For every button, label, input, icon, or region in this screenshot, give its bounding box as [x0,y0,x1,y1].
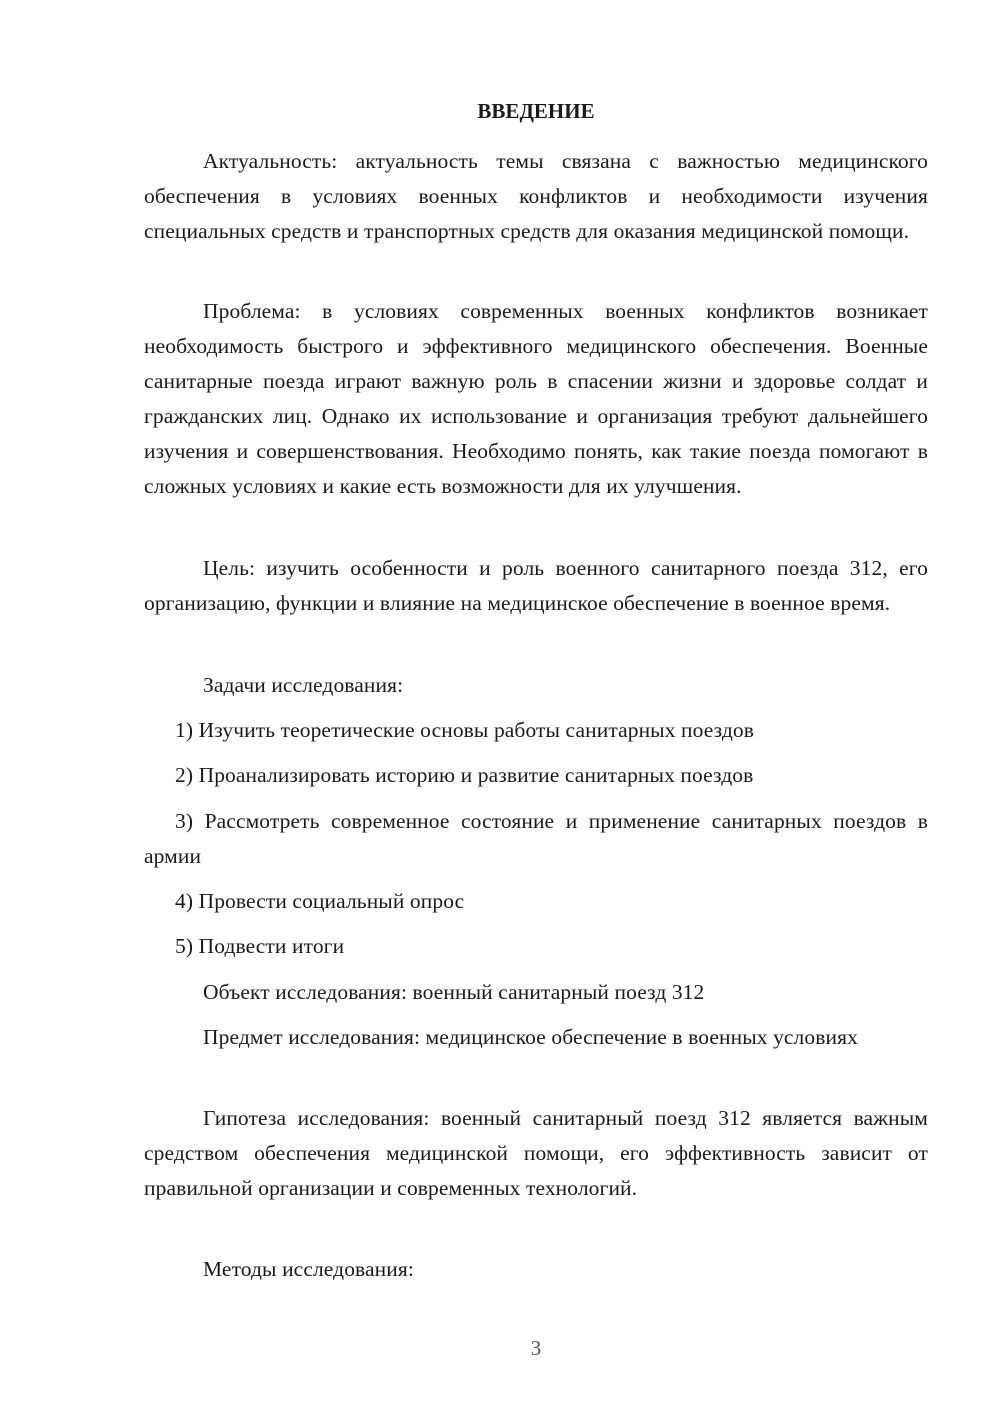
paragraph-problem: Проблема: в условиях современных военных конфликтов возникает необходимость быстрого и эффективного медицинского обеспечения. Военные санитарные поезда играют важную роль в спасении жизни и здоровье солдат и гражданских лиц. Однако их использование и организация требуют дальнейшего изучения и совершенствования. Необходимо понять, как такие поезда помогают в сложных условиях и какие есть возможности для их улучшения. [144,299,928,498]
paragraph-tasks-title: Задачи исследования: [203,673,404,697]
paragraph-subject: Предмет исследования: медицинское обеспечение в военных условиях [203,1025,858,1049]
list-item-task-3: 3) Рассмотреть современное состояние и применение санитарных поездов в армии [144,809,928,868]
list-item-task-1: 1) Изучить теоретические основы работы санитарных поездов [175,718,755,742]
paragraph-goal: Цель: изучить особенности и роль военного санитарного поезда 312, его организацию, функции и влияние на медицинское обеспечение в военное время. [144,556,928,615]
page-number: 3 [530,1336,542,1360]
paragraph-hypothesis: Гипотеза исследования: военный санитарный поезд 312 является важным средством обеспечения медицинской помощи, его эффективность зависит от правильной организации и современных технологий. [144,1106,928,1200]
list-item-task-5: 5) Подвести итоги [175,934,345,958]
list-item-task-2: 2) Проанализировать историю и развитие санитарных поездов [175,763,754,787]
paragraph-relevance: Актуальность: актуальность темы связана с важностью медицинского обеспечения в условиях военных конфликтов и необходимости изучения специальных средств и транспортных средств для оказания медицинской помощи. [144,149,928,243]
section-heading: ВВЕДЕНИЕ [477,99,595,123]
paragraph-methods-title: Методы исследования: [203,1257,414,1281]
list-item-task-4: 4) Провести социальный опрос [175,889,465,913]
paragraph-object: Объект исследования: военный санитарный поезд 312 [203,980,705,1004]
